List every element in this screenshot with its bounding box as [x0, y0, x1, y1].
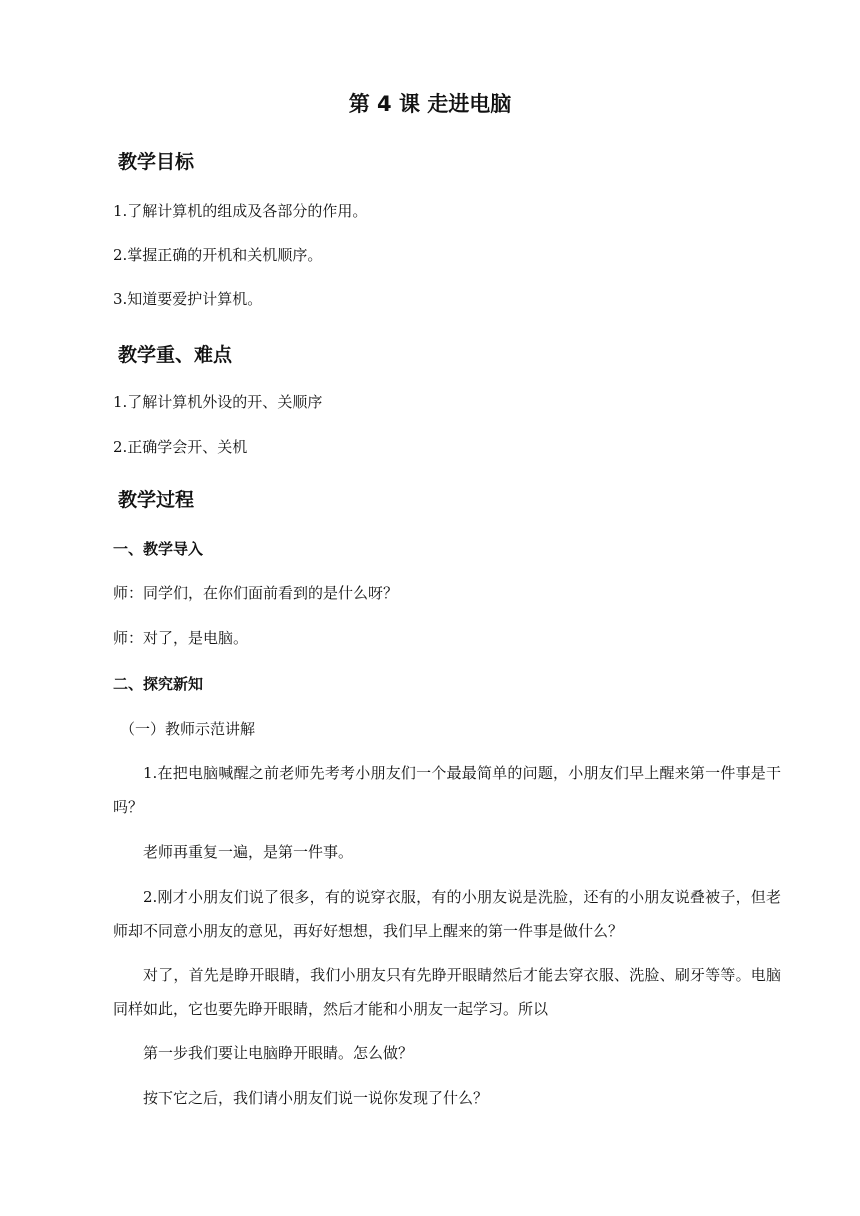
- keypoint-item: 1.了解计算机外设的开、关顺序: [113, 393, 323, 411]
- process-heading: 教学过程: [118, 489, 195, 511]
- body-paragraph: 按下它之后，我们请小朋友们说一说你发现了什么？: [143, 1089, 489, 1107]
- lesson-title: 第 4 课 走进电脑: [348, 92, 512, 116]
- objectives-heading: 教学目标: [118, 151, 195, 173]
- body-paragraph: 第一步我们要让电脑睁开眼睛。怎么做？: [143, 1044, 414, 1062]
- dialogue-line: 师：同学们，在你们面前看到的是什么呀？: [113, 584, 399, 602]
- keypoints-heading: 教学重、难点: [118, 344, 233, 366]
- objective-item: 3.知道要爱护计算机。: [113, 290, 263, 308]
- dialogue-line: 师：对了，是电脑。: [113, 629, 249, 647]
- objective-item: 1.了解计算机的组成及各部分的作用。: [113, 202, 368, 220]
- section-intro-heading: 一、教学导入: [113, 540, 204, 558]
- keypoint-item: 2.正确学会开、关机: [113, 438, 248, 456]
- section-explore-heading: 二、探究新知: [113, 675, 204, 693]
- subsection-heading: （一）教师示范讲解: [120, 720, 256, 738]
- body-paragraph: 对了，首先是睁开眼睛，我们小朋友只有先睁开眼睛然后才能去穿衣服、洗脸、刷牙等等。电脑同样如此，它也要先睁开眼睛，然后才能和小朋友一起学习。所以: [113, 966, 781, 1018]
- body-paragraph: 2.刚才小朋友们说了很多，有的说穿衣服，有的小朋友说是洗脸，还有的小朋友说叠被子，但老师却不同意小朋友的意见，再好好想想，我们早上醒来的第一件事是做什么？: [113, 888, 781, 940]
- body-paragraph: 老师再重复一遍，是第一件事。: [143, 843, 354, 861]
- body-paragraph: 1.在把电脑喊醒之前老师先考考小朋友们一个最最简单的问题，小朋友们早上醒来第一件事是干吗？: [113, 764, 781, 816]
- objective-item: 2.掌握正确的开机和关机顺序。: [113, 246, 323, 264]
